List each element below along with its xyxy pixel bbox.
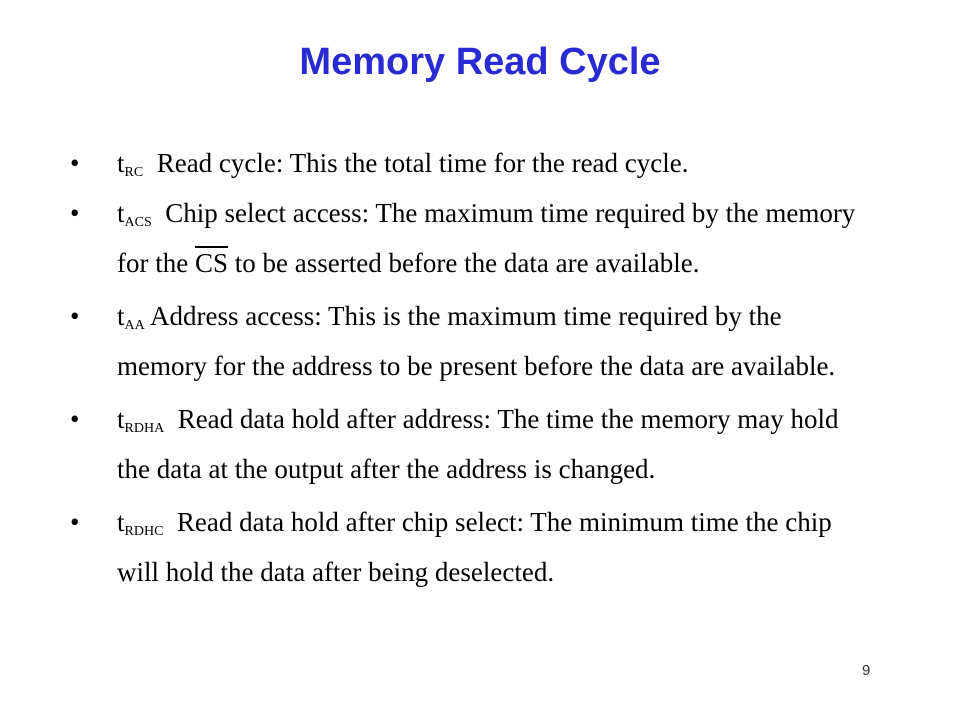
bullet-item-t-rc: [70, 143, 870, 193]
term-symbol: t: [117, 404, 125, 434]
term-subscript: AA: [124, 318, 145, 333]
bullet-list: [70, 143, 870, 593]
term-symbol: t: [117, 507, 125, 537]
bullet-text: Read data hold after address: The time the memory may hold the data at the output after the address is changed.: [117, 404, 839, 484]
slide-title: Memory Read Cycle: [299, 41, 661, 83]
chip-select-overline: $\overline{CS}$: [194, 248, 228, 278]
term-subscript: ACS: [124, 215, 152, 230]
bullet-item-t-acs: [70, 193, 870, 284]
bullet-item-t-aa: [70, 296, 870, 387]
term-subscript: RDHC: [124, 524, 164, 539]
term-symbol: t: [117, 198, 125, 228]
bullet-item-t-rdha: [70, 399, 870, 490]
bullet-text: Read data hold after chip select: The minimum time the chip will hold the data after being deselected.: [117, 507, 832, 587]
bullet-marker: •: [70, 404, 80, 434]
bullet-marker: •: [70, 148, 80, 178]
term-symbol: t: [117, 301, 125, 331]
term-subscript: RDHA: [124, 421, 165, 436]
bullet-marker: •: [70, 198, 80, 228]
bullet-item-t-rdhc: [70, 502, 870, 593]
term-symbol: t: [117, 148, 125, 178]
bullet-text-before: Chip select access: The maximum time required by the memory for the: [117, 198, 856, 278]
bullet-text-after: to be asserted before the data are available.: [234, 248, 700, 278]
bullet-marker: •: [70, 507, 80, 537]
page-number: 9: [862, 662, 871, 679]
term-subscript: RC: [124, 165, 144, 180]
bullet-text: Address access: This is the maximum time required by the memory for the address to be present before the data are available.: [117, 301, 836, 381]
bullet-marker: •: [70, 301, 80, 331]
bullet-text: Read cycle: This the total time for the read cycle.: [156, 148, 689, 178]
